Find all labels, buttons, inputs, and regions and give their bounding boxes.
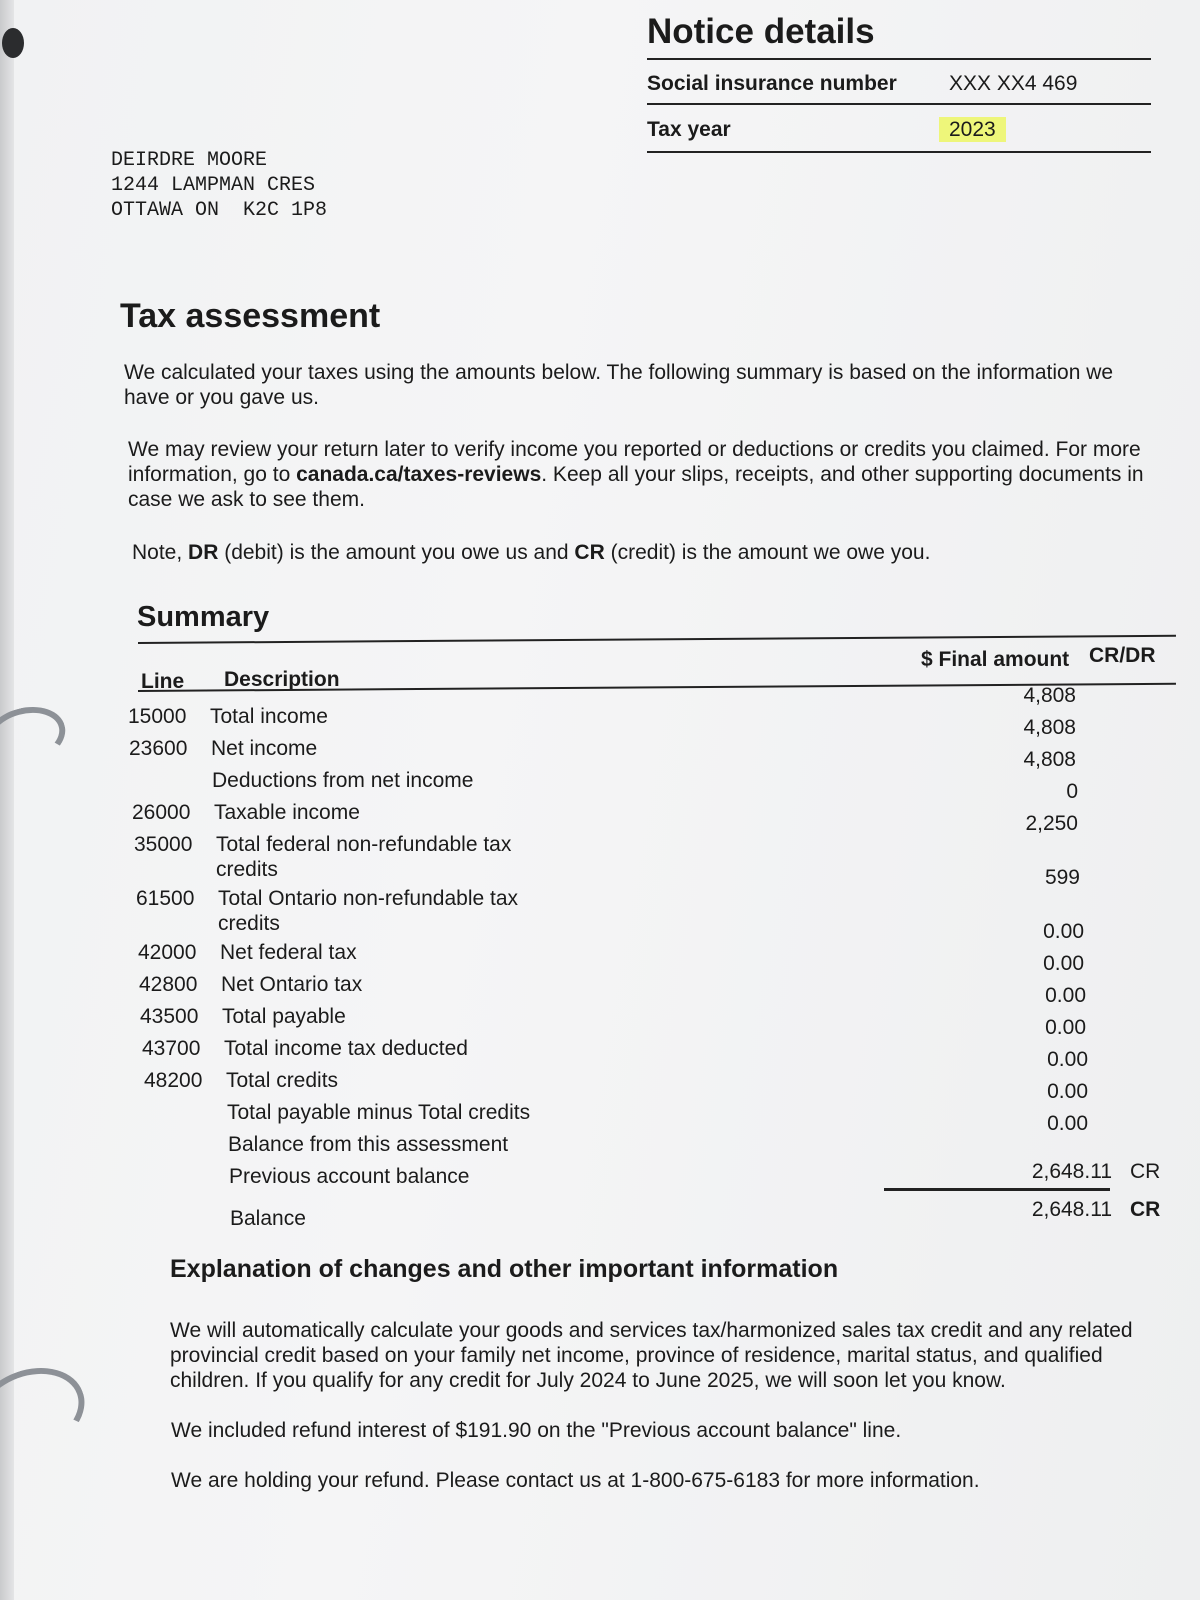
assessment-paragraph-2: [128, 437, 1148, 512]
column-header-line: Line: [141, 670, 185, 693]
line-number: 42800: [139, 973, 198, 996]
line-number: 15000: [128, 705, 187, 728]
explanation-title: Explanation of changes and other important information: [170, 1255, 839, 1283]
line-description: Total payable minus Total credits: [227, 1101, 531, 1124]
para2-text: We may review your return later to verify income you reported or deductions or credits you claimed. For more information, go to: [128, 438, 1141, 486]
reviews-link[interactable]: canada.ca/taxes-reviews: [296, 463, 542, 486]
line-description: Total payable: [222, 1005, 346, 1028]
crdr-indicator: CR: [1130, 1198, 1161, 1221]
final-amount: 0.00: [1045, 1016, 1086, 1039]
tax-year-value: 2023: [939, 117, 1006, 142]
final-amount: 2,648.11: [1031, 1198, 1112, 1221]
column-header-crdr: CR/DR: [1089, 644, 1156, 667]
page-edge: [0, 0, 14, 1600]
assessment-paragraph-1: We calculated your taxes using the amounts below. The following summary is based on the information we have or you gave us.: [124, 361, 1114, 409]
mailing-address: [111, 148, 327, 223]
final-amount: 4,808: [1023, 716, 1076, 739]
column-header-description: Description: [224, 668, 340, 691]
tax-year-row: [647, 118, 996, 142]
cr-term: CR: [574, 541, 605, 564]
note-text: Note,: [132, 541, 189, 564]
dr-term: DR: [188, 541, 219, 564]
divider: [647, 58, 1151, 60]
line-description: Taxable income: [214, 801, 360, 824]
address-street: 1244 LAMPMAN CRES: [111, 174, 316, 197]
final-amount: 0.00: [1047, 1080, 1088, 1103]
line-description: Total income: [210, 705, 328, 728]
final-amount: 0.00: [1043, 952, 1084, 975]
divider: [647, 103, 1151, 105]
line-description: Balance from this assessment: [228, 1133, 509, 1156]
line-number: 35000: [134, 833, 193, 856]
tax-year-label: Tax year: [647, 118, 731, 141]
para2-text-end: . Keep all your slips, receipts, and other supporting documents in case we ask to see them.: [128, 463, 1144, 511]
divider: [138, 635, 1176, 644]
line-number: 48200: [144, 1069, 203, 1092]
line-number: 43700: [142, 1037, 201, 1060]
line-description: Total credits: [226, 1069, 339, 1092]
summary-title: Summary: [137, 601, 270, 633]
binder-ring: [0, 1353, 97, 1468]
notice-details-title: Notice details: [647, 12, 875, 51]
address-name: DEIRDRE MOORE: [111, 149, 268, 172]
final-amount: 2,648.11: [1031, 1160, 1112, 1183]
final-amount: 4,808: [1023, 684, 1076, 707]
final-amount: 2,250: [1025, 812, 1078, 835]
line-description: Net income: [211, 737, 318, 760]
explanation-paragraph-2: We included refund interest of $191.90 on the "Previous account balance" line.: [171, 1419, 902, 1442]
line-number: 23600: [129, 737, 188, 760]
address-city: OTTAWA ON K2C 1P8: [111, 199, 328, 222]
final-amount: 599: [1044, 866, 1080, 889]
final-amount: 0.00: [1043, 920, 1084, 943]
line-description: Previous account balance: [229, 1165, 470, 1188]
crdr-indicator: CR: [1130, 1160, 1161, 1183]
sin-row: [647, 72, 1078, 96]
line-description: Total federal non-refundable tax credits: [216, 833, 512, 881]
binder-hole: [2, 28, 24, 58]
line-number: 42000: [138, 941, 197, 964]
line-description: Total income tax deducted: [224, 1037, 468, 1060]
line-description: Net Ontario tax: [221, 973, 363, 996]
tax-assessment-title: Tax assessment: [120, 297, 381, 335]
sin-label: Social insurance number: [647, 72, 897, 95]
total-underline: [884, 1188, 1110, 1191]
sin-value: XXX XX4 469: [949, 72, 1078, 95]
debit-credit-note: [132, 540, 1152, 565]
final-amount: 0.00: [1047, 1112, 1088, 1135]
divider: [647, 151, 1151, 153]
column-header-amount: $ Final amount: [921, 648, 1070, 671]
line-number: 43500: [140, 1005, 199, 1028]
line-description: Deductions from net income: [212, 769, 474, 792]
explanation-paragraph-1: We will automatically calculate your goods and services tax/harmonized sales tax credit and any related provincial credit based on your family net income, province of residence, marital status, and qualified children. If you qualify for any credit for July 2024 to June 2025, we will soon let you know.: [170, 1319, 1133, 1392]
final-amount: 0: [1066, 780, 1078, 803]
final-amount: 4,808: [1023, 748, 1076, 771]
line-number: 26000: [132, 801, 191, 824]
final-amount: 0.00: [1045, 984, 1086, 1007]
tax-notice-page: [14, 0, 1200, 1600]
line-description: Net federal tax: [220, 941, 357, 964]
note-text: (debit) is the amount you owe us and: [218, 541, 575, 564]
final-amount: 0.00: [1047, 1048, 1088, 1071]
line-description: Balance: [230, 1207, 306, 1230]
explanation-paragraph-3: We are holding your refund. Please contact us at 1-800-675-6183 for more information.: [171, 1469, 980, 1492]
line-number: 61500: [136, 887, 195, 910]
note-text: (credit) is the amount we owe you.: [604, 541, 931, 564]
line-description: Total Ontario non-refundable tax credits: [218, 887, 519, 935]
